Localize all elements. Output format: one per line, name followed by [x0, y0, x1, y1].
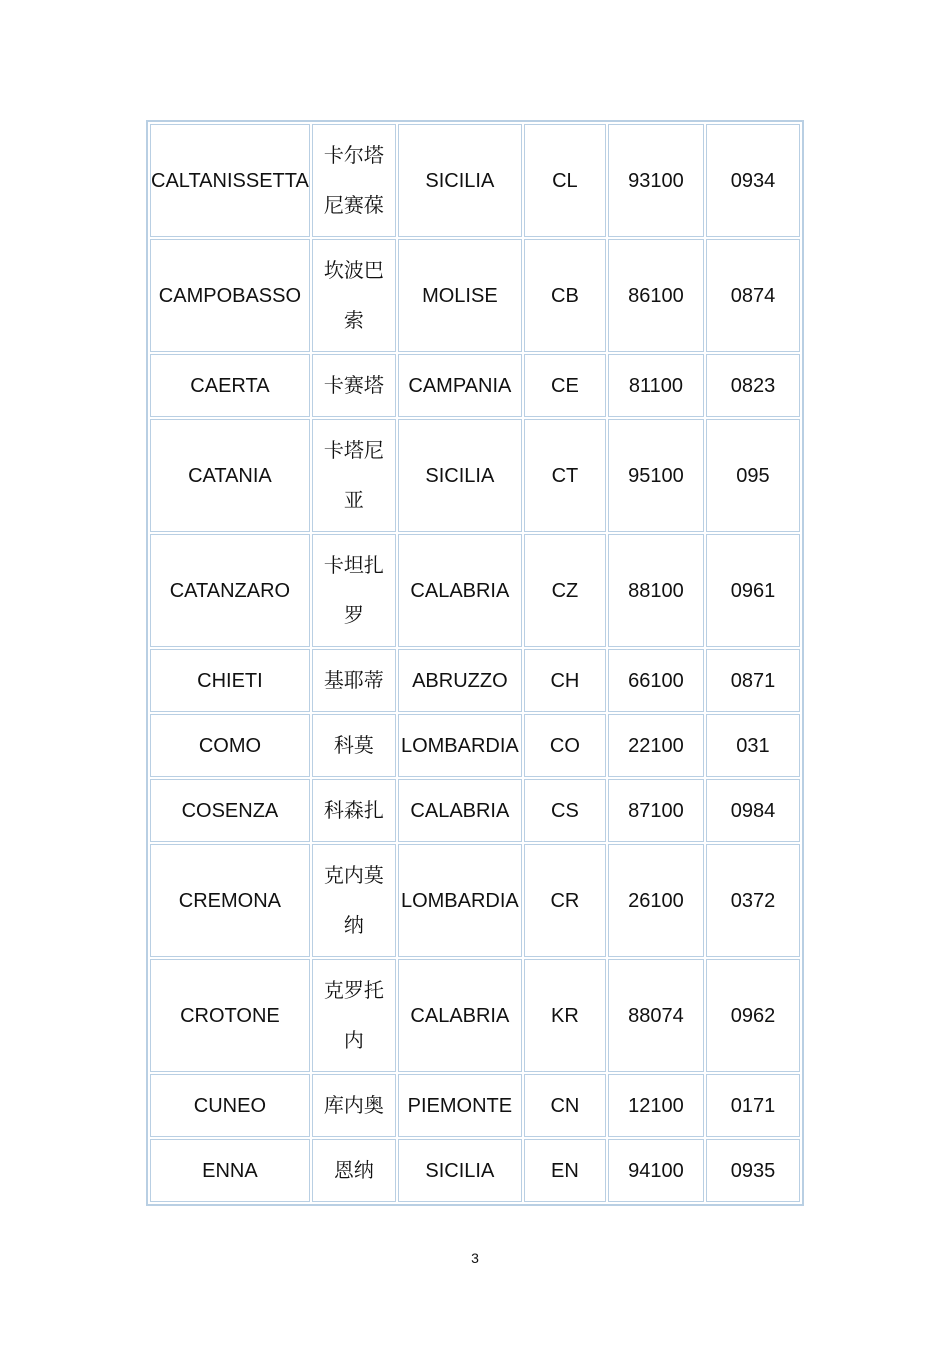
postal-code-cell: 88100	[608, 534, 704, 647]
postal-code-cell: 88074	[608, 959, 704, 1072]
province-table	[148, 122, 802, 1204]
code-cell: EN	[524, 1139, 606, 1202]
table-row	[150, 239, 800, 352]
region-cell: SICILIA	[398, 1139, 522, 1202]
code-cell: CO	[524, 714, 606, 777]
table-row	[150, 779, 800, 842]
postal-code-cell: 12100	[608, 1074, 704, 1137]
page-number: 3	[471, 1250, 479, 1266]
province-name-cell: CATANIA	[150, 419, 310, 532]
table-row	[150, 419, 800, 532]
chinese-name-cell: 基耶蒂	[312, 649, 396, 712]
chinese-name-cell: 卡赛塔	[312, 354, 396, 417]
code-cell: CR	[524, 844, 606, 957]
phone-prefix-cell: 0874	[706, 239, 800, 352]
region-cell: CALABRIA	[398, 779, 522, 842]
province-name-cell: CHIETI	[150, 649, 310, 712]
chinese-name-cell: 克罗托 内	[312, 959, 396, 1072]
table-row	[150, 959, 800, 1072]
phone-prefix-cell: 095	[706, 419, 800, 532]
table-row	[150, 534, 800, 647]
postal-code-cell: 86100	[608, 239, 704, 352]
postal-code-cell: 22100	[608, 714, 704, 777]
region-cell: MOLISE	[398, 239, 522, 352]
code-cell: CN	[524, 1074, 606, 1137]
chinese-name-cell: 科莫	[312, 714, 396, 777]
code-cell: CE	[524, 354, 606, 417]
phone-prefix-cell: 0935	[706, 1139, 800, 1202]
province-name-cell: CAERTA	[150, 354, 310, 417]
phone-prefix-cell: 0984	[706, 779, 800, 842]
region-cell: CAMPANIA	[398, 354, 522, 417]
postal-code-cell: 81100	[608, 354, 704, 417]
province-name-cell: COSENZA	[150, 779, 310, 842]
phone-prefix-cell: 0961	[706, 534, 800, 647]
code-cell: CB	[524, 239, 606, 352]
chinese-name-cell: 克内莫 纳	[312, 844, 396, 957]
chinese-name-cell: 库内奥	[312, 1074, 396, 1137]
province-table-container	[146, 120, 804, 1206]
table-row	[150, 1139, 800, 1202]
chinese-name-cell: 卡塔尼 亚	[312, 419, 396, 532]
table-row	[150, 844, 800, 957]
region-cell: PIEMONTE	[398, 1074, 522, 1137]
code-cell: CH	[524, 649, 606, 712]
table-row	[150, 649, 800, 712]
province-name-cell: CAMPOBASSO	[150, 239, 310, 352]
postal-code-cell: 93100	[608, 124, 704, 237]
region-cell: LOMBARDIA	[398, 844, 522, 957]
region-cell: SICILIA	[398, 419, 522, 532]
phone-prefix-cell: 0934	[706, 124, 800, 237]
phone-prefix-cell: 0823	[706, 354, 800, 417]
table-row	[150, 1074, 800, 1137]
province-name-cell: CREMONA	[150, 844, 310, 957]
code-cell: CT	[524, 419, 606, 532]
postal-code-cell: 94100	[608, 1139, 704, 1202]
chinese-name-cell: 科森扎	[312, 779, 396, 842]
region-cell: CALABRIA	[398, 534, 522, 647]
province-name-cell: CATANZARO	[150, 534, 310, 647]
postal-code-cell: 66100	[608, 649, 704, 712]
chinese-name-cell: 恩纳	[312, 1139, 396, 1202]
chinese-name-cell: 卡坦扎 罗	[312, 534, 396, 647]
table-row	[150, 124, 800, 237]
code-cell: CS	[524, 779, 606, 842]
province-name-cell: COMO	[150, 714, 310, 777]
phone-prefix-cell: 0871	[706, 649, 800, 712]
phone-prefix-cell: 031	[706, 714, 800, 777]
phone-prefix-cell: 0372	[706, 844, 800, 957]
region-cell: ABRUZZO	[398, 649, 522, 712]
code-cell: CZ	[524, 534, 606, 647]
province-name-cell: ENNA	[150, 1139, 310, 1202]
code-cell: CL	[524, 124, 606, 237]
province-table-body	[150, 124, 800, 1202]
phone-prefix-cell: 0171	[706, 1074, 800, 1137]
table-row	[150, 354, 800, 417]
chinese-name-cell: 坎波巴 索	[312, 239, 396, 352]
province-name-cell: CROTONE	[150, 959, 310, 1072]
table-row	[150, 714, 800, 777]
chinese-name-cell: 卡尔塔 尼赛葆	[312, 124, 396, 237]
region-cell: CALABRIA	[398, 959, 522, 1072]
province-name-cell: CUNEO	[150, 1074, 310, 1137]
phone-prefix-cell: 0962	[706, 959, 800, 1072]
region-cell: SICILIA	[398, 124, 522, 237]
code-cell: KR	[524, 959, 606, 1072]
postal-code-cell: 95100	[608, 419, 704, 532]
province-name-cell: CALTANISSETTA	[150, 124, 310, 237]
postal-code-cell: 26100	[608, 844, 704, 957]
postal-code-cell: 87100	[608, 779, 704, 842]
region-cell: LOMBARDIA	[398, 714, 522, 777]
